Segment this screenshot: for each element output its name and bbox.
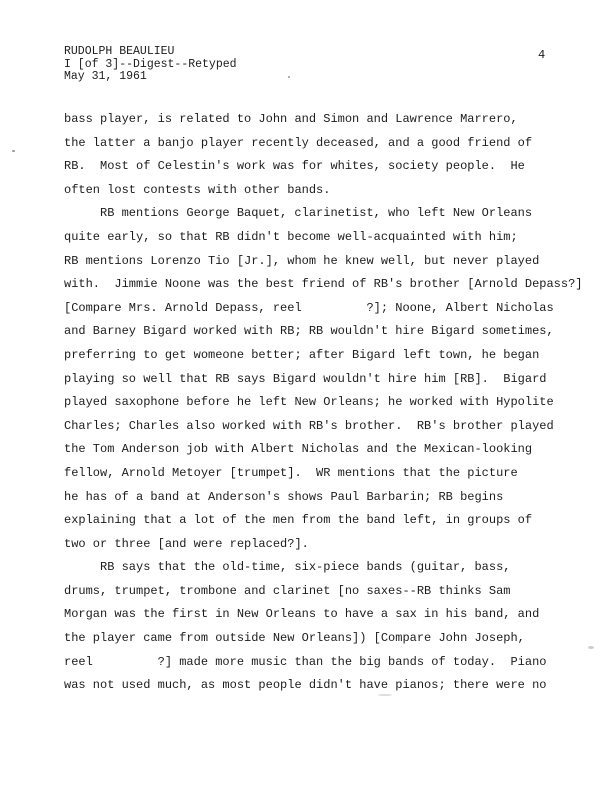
text-line: playing so well that RB says Bigard wouldn't hire him [RB]. Bigard <box>64 371 547 386</box>
text-line: RB mentions Lorenzo Tio [Jr.], whom he knew well, but never played <box>64 253 540 268</box>
text-line: Morgan was the first in New Orleans to have a sax in his band, and <box>64 607 540 622</box>
text-line: two or three [and were replaced?]. <box>64 536 309 551</box>
text-line: drums, trumpet, trombone and clarinet [no saxes--RB thinks Sam <box>64 583 511 598</box>
text-line: bass player, is related to John and Simon and Lawrence Marrero, <box>64 112 518 126</box>
text-line: RB. Most of Celestin's work was for whites, society people. He <box>64 159 525 174</box>
text-line: the latter a banjo player recently deceased, and a good friend of <box>64 135 533 150</box>
text-line: was not used much, as most people didn't have pianos; there were no <box>64 678 547 693</box>
text-line: RB says that the old-time, six-piece bands (guitar, bass, <box>100 560 511 575</box>
interview-date: May 31, 1961 <box>64 70 147 83</box>
scan-speck <box>12 150 15 152</box>
scan-speck <box>378 694 392 696</box>
text-line: preferring to get womeone better; after Bigard left town, he began <box>64 347 540 362</box>
text-line: and Barney Bigard worked with RB; RB wouldn't hire Bigard sometimes, <box>64 324 554 339</box>
text-line: reel ?] made more music than the big bands of today. Piano <box>64 654 547 669</box>
text-line: quite early, so that RB didn't become well-acquainted with him; <box>64 229 518 244</box>
scan-speck <box>288 76 290 78</box>
transcript-part: I [of 3]--Digest--Retyped <box>64 57 237 71</box>
text-line: the player came from outside New Orleans]) [Compare John Joseph, <box>64 631 525 646</box>
text-line: RB mentions George Baquet, clarinetist, who left New Orleans <box>100 206 533 221</box>
transcript-body <box>64 108 583 698</box>
document-header <box>64 46 237 84</box>
text-line: often lost contests with other bands. <box>64 182 331 197</box>
interviewee-name: RUDOLPH BEAULIEU <box>64 45 175 58</box>
text-line: explaining that a lot of the men from the band left, in groups of <box>64 513 533 528</box>
text-line: the Tom Anderson job with Albert Nicholas and the Mexican-looking <box>64 442 533 457</box>
text-line: fellow, Arnold Metoyer [trumpet]. WR mentions that the picture <box>64 465 518 480</box>
text-line: Charles; Charles also worked with RB's brother. RB's brother played <box>64 418 554 433</box>
text-line: played saxophone before he left New Orleans; he worked with Hypolite <box>64 395 554 410</box>
page-number: 4 <box>538 48 546 62</box>
scan-speck <box>588 646 594 649</box>
text-line: with. Jimmie Noone was the best friend of RB's brother [Arnold Depass?] <box>64 277 583 292</box>
text-line: [Compare Mrs. Arnold Depass, reel ?]; Noone, Albert Nicholas <box>64 300 554 315</box>
text-line: he has of a band at Anderson's shows Paul Barbarin; RB begins <box>64 489 504 504</box>
